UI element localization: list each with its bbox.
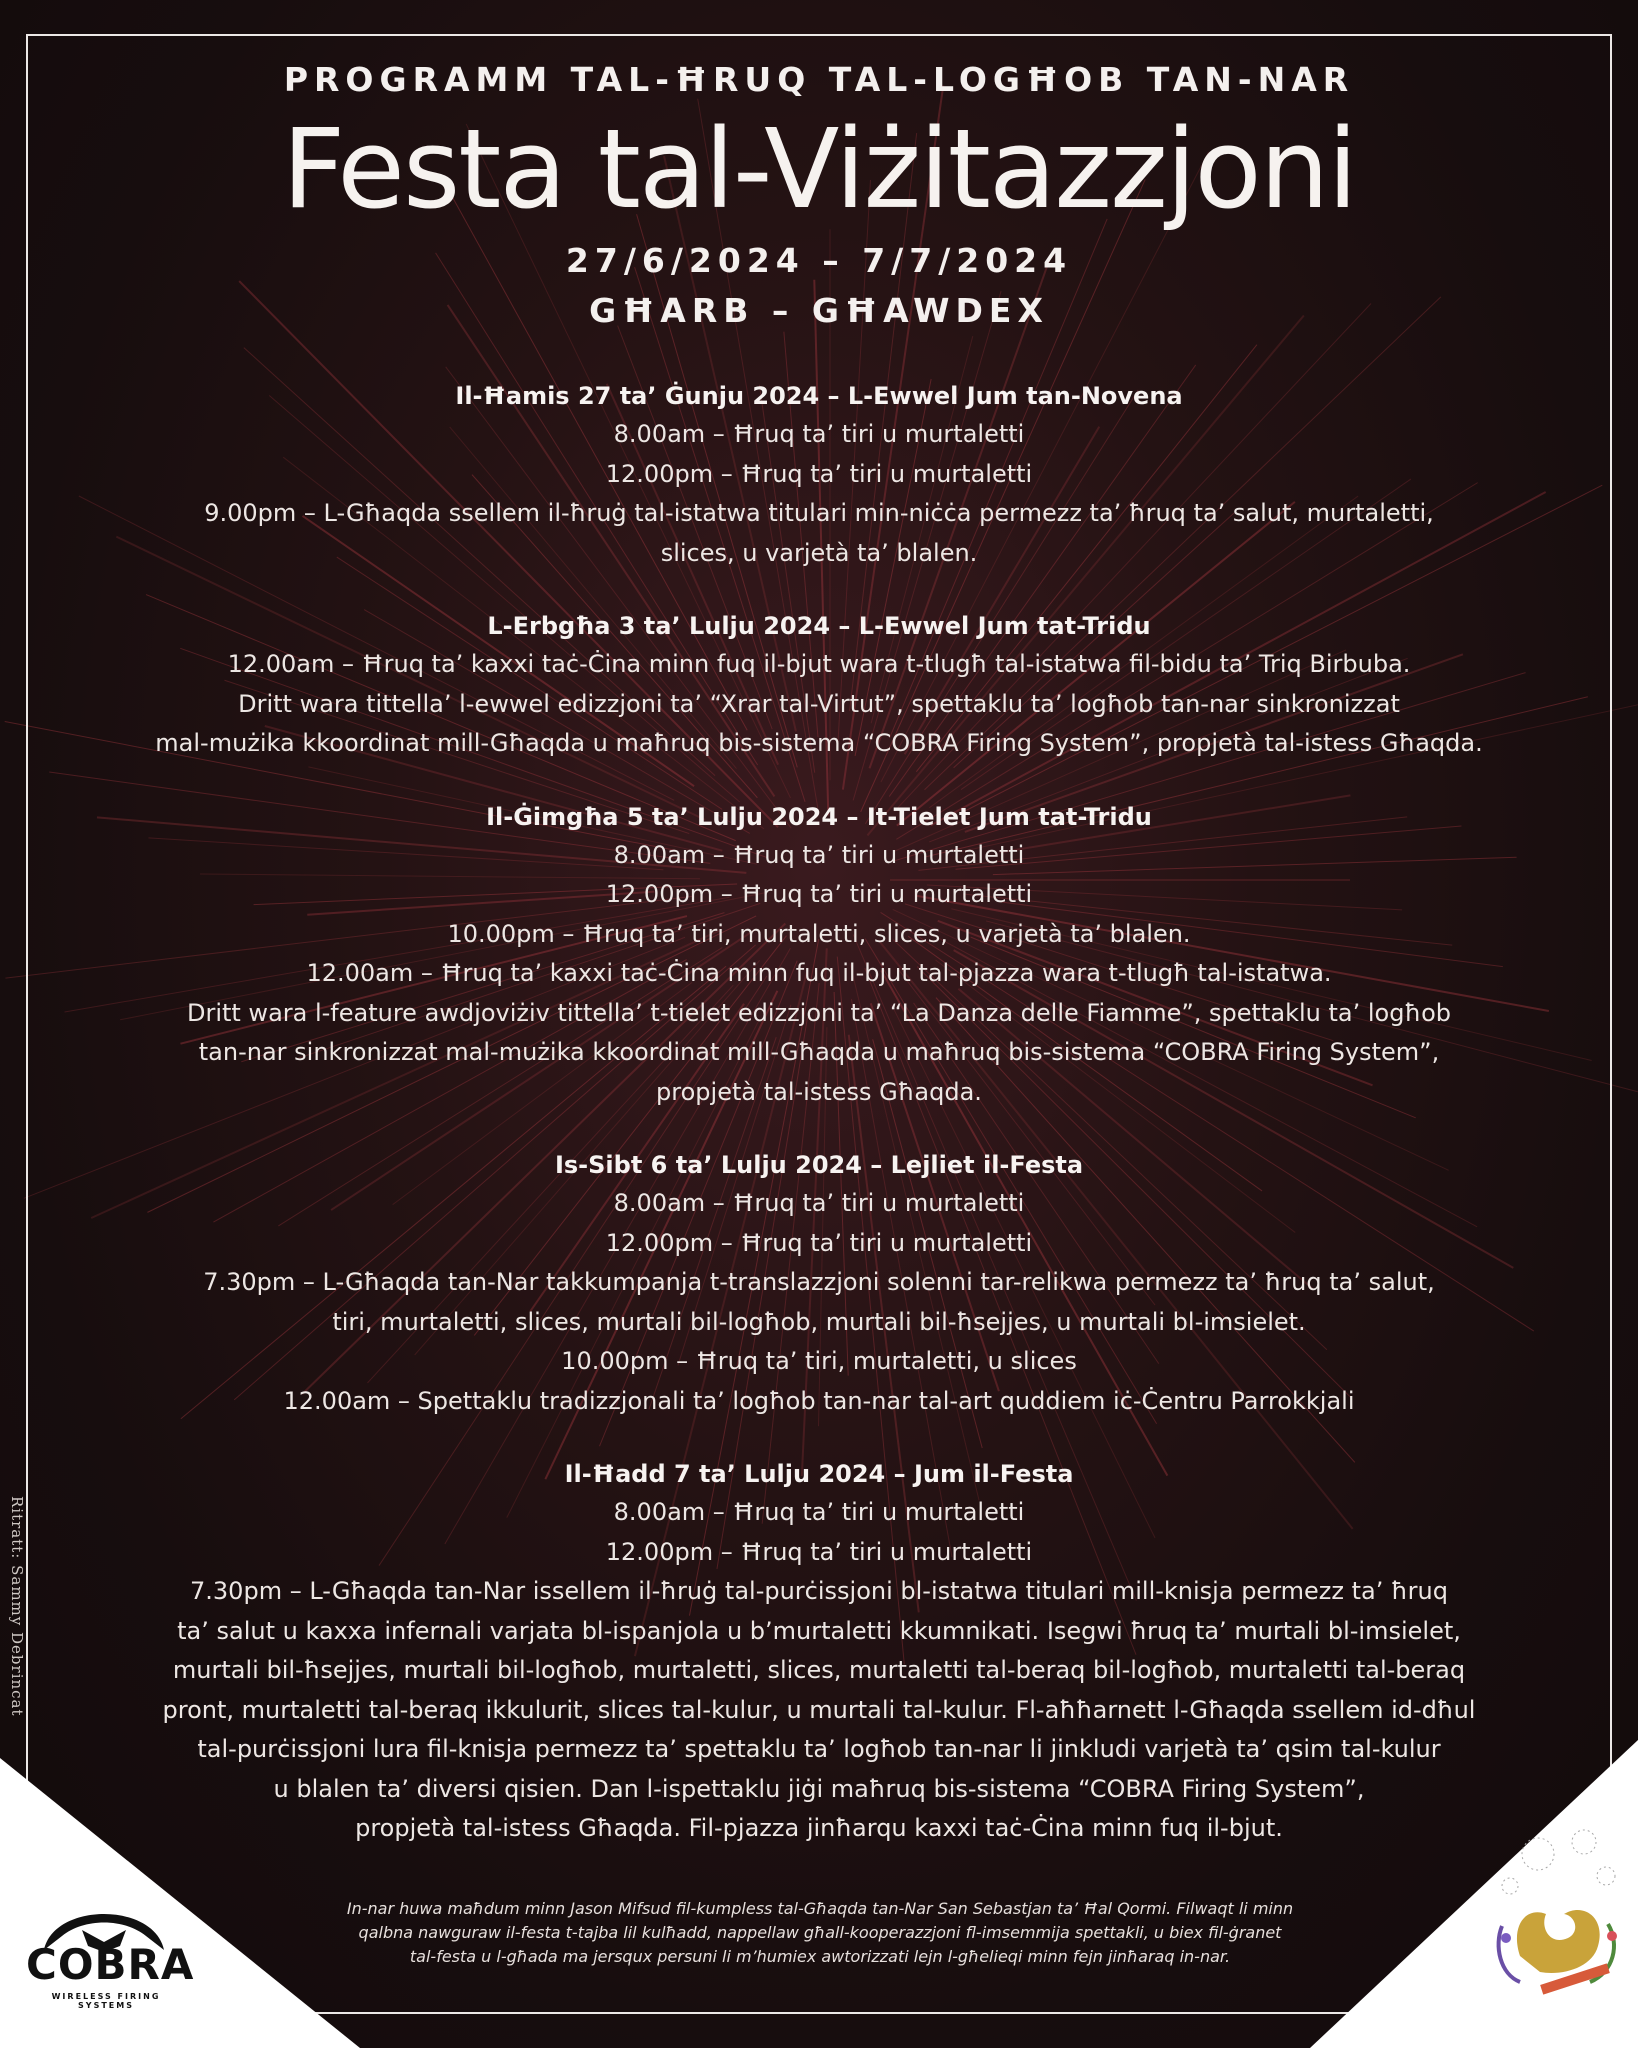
schedule-line: 8.00am – Ħruq ta’ tiri u murtaletti bbox=[613, 1189, 1025, 1217]
schedule-line: 12.00pm – Ħruq ta’ tiri u murtaletti bbox=[605, 880, 1033, 908]
day-heading: Il-Ħadd 7 ta’ Lulju 2024 – Jum il-Festa bbox=[564, 1460, 1074, 1488]
schedule-line: 10.00pm – Ħruq ta’ tiri, murtaletti, u slices bbox=[561, 1347, 1077, 1375]
marian-monogram-emblem-icon bbox=[1480, 1806, 1630, 2006]
schedule-line: 8.00am – Ħruq ta’ tiri u murtaletti bbox=[613, 840, 1025, 869]
schedule-line: mal-mużika kkoordinat mill-Għaqda u maħruq bis-sistema “COBRA Firing System”, propjetà tal-istess Għaqda. bbox=[155, 729, 1483, 757]
schedule bbox=[60, 377, 1578, 1849]
day-block bbox=[60, 607, 1578, 764]
schedule-line: Dritt wara l-feature awdjoviżiv tittella’ t-tielet edizzjoni ta’ “La Danza delle Fiamme”, spettaklu ta’ logħob bbox=[186, 998, 1452, 1027]
schedule-line: 12.00am – Ħruq ta’ kaxxi taċ-Ċina minn fuq il-bjut wara t-tlugħ tal-istatwa fil-bidu ta’ Triq Birbuba. bbox=[227, 650, 1411, 678]
disclaimer bbox=[230, 1897, 1410, 1969]
schedule-line: tiri, murtaletti, slices, murtali bil-logħob, murtali bil-ħsejjes, u murtali bl-imsielet. bbox=[332, 1307, 1306, 1336]
schedule-line: pront, murtaletti tal-beraq ikkulurit, slices tal-kulur, u murtali tal-kulur. Fl-aħħarnett l-Għaqda ssellem id-dħul bbox=[162, 1695, 1476, 1724]
schedule-line: tan-nar sinkronizzat mal-mużika kkoordinat mill-Għaqda u maħruq bis-sistema “COBRA Firing System”, bbox=[198, 1038, 1440, 1066]
day-heading: L-Erbgħa 3 ta’ Lulju 2024 – L-Ewwel Jum tat-Tridu bbox=[487, 612, 1151, 640]
disclaimer-line: In-nar huwa maħdum minn Jason Mifsud fil-kumpless tal-Għaqda tan-Nar San Sebastjan ta’ Ħal Qormi. Filwaqt li minn bbox=[346, 1899, 1294, 1918]
schedule-line: murtali bil-ħsejjes, murtali bil-logħob, murtaletti, slices, murtaletti tal-beraq bil-logħob, murtaletti tal-beraq bbox=[172, 1656, 1466, 1684]
festa-dates: 27/6/2024 – 7/7/2024 bbox=[565, 241, 1073, 280]
schedule-line: propjetà tal-istess Għaqda. bbox=[656, 1077, 982, 1106]
festa-title: Festa tal-Viżitazzjoni bbox=[282, 105, 1356, 233]
schedule-line: ta’ salut u kaxxa infernali varjata bl-ispanjola u b’murtaletti kkumnikati. Isegwi ħruq ta’ murtali bl-imsielet, bbox=[177, 1616, 1461, 1645]
schedule-line: u blalen ta’ diversi qisien. Dan l-ispettaklu jiġi maħruq bis-sistema “COBRA Firing System”, bbox=[273, 1774, 1365, 1803]
schedule-line: 7.30pm – L-Għaqda tan-Nar issellem il-ħruġ tal-purċissjoni bl-istatwa titulari mill-knisja permezz ta’ ħruq bbox=[190, 1577, 1448, 1605]
schedule-line: 12.00am – Spettaklu tradizzjonali ta’ logħob tan-nar tal-art quddiem iċ-Ċentru Parrokkjali bbox=[283, 1386, 1355, 1415]
day-heading: Il-Ġimgħa 5 ta’ Lulju 2024 – It-Tielet Jum tat-Tridu bbox=[486, 802, 1152, 831]
photo-credit: Ritratt: Sammy Debrincat bbox=[8, 1496, 26, 1717]
day-block bbox=[60, 1146, 1578, 1421]
schedule-line: Dritt wara tittella’ l-ewwel edizzjoni ta’ “Xrar tal-Virtut”, spettaklu ta’ logħob tan-nar sinkronizzat bbox=[238, 689, 1400, 718]
schedule-line: 8.00am – Ħruq ta’ tiri u murtaletti bbox=[613, 420, 1025, 448]
schedule-line: 12.00am – Ħruq ta’ kaxxi taċ-Ċina minn fuq il-bjut tal-pjazza wara t-tlugħ tal-istatwa. bbox=[306, 959, 1332, 987]
schedule-line: 12.00pm – Ħruq ta’ tiri u murtaletti bbox=[605, 1228, 1033, 1257]
day-heading: Il-Ħamis 27 ta’ Ġunju 2024 – L-Ewwel Jum tan-Novena bbox=[455, 382, 1183, 410]
day-block bbox=[60, 1455, 1578, 1849]
schedule-line: 12.00pm – Ħruq ta’ tiri u murtaletti bbox=[605, 1537, 1033, 1566]
schedule-line: slices, u varjetà ta’ blalen. bbox=[660, 538, 978, 567]
day-heading: Is-Sibt 6 ta’ Lulju 2024 – Lejliet il-Festa bbox=[554, 1151, 1084, 1179]
schedule-line: 10.00pm – Ħruq ta’ tiri, murtaletti, slices, u varjetà ta’ blalen. bbox=[447, 919, 1191, 948]
schedule-line: propjetà tal-istess Għaqda. Fil-pjazza jinħarqu kaxxi taċ-Ċina minn fuq il-bjut. bbox=[355, 1814, 1283, 1842]
festa-place: GĦARB – GĦAWDEX bbox=[589, 291, 1049, 330]
logo-name: COBRA bbox=[26, 1940, 195, 1989]
schedule-line: 9.00pm – L-Għaqda ssellem il-ħruġ tal-istatwa titulari min-niċċa permezz ta’ ħruq ta’ salut, murtaletti, bbox=[204, 499, 1434, 527]
schedule-line: 8.00am – Ħruq ta’ tiri u murtaletti bbox=[613, 1498, 1025, 1526]
schedule-line: 12.00pm – Ħruq ta’ tiri u murtaletti bbox=[605, 459, 1033, 488]
day-block bbox=[60, 377, 1578, 573]
day-block bbox=[60, 798, 1578, 1113]
disclaimer-line: qalbna nawguraw il-festa t-tajba lil kulħadd, nappellaw għall-kooperazzjoni fl-imsemmija spettakli, u biex fil-ġranet bbox=[358, 1923, 1282, 1942]
schedule-line: 7.30pm – L-Għaqda tan-Nar takkumpanja t-translazzjoni solenni tar-relikwa permezz ta’ ħruq ta’ salut, bbox=[203, 1268, 1435, 1296]
poster-content bbox=[60, 56, 1578, 1883]
program-kicker: PROGRAMM TAL-ĦRUQ TAL-LOGĦOB TAN-NAR bbox=[283, 60, 1355, 99]
logo-tagline: WIRELESS FIRING SYSTEMS bbox=[51, 1992, 161, 2010]
schedule-line: tal-purċissjoni lura fil-knisja permezz ta’ spettaklu ta’ logħob tan-nar li jinkludi varjetà ta’ qsim tal-kulur bbox=[197, 1735, 1441, 1763]
disclaimer-line: tal-festa u l-għada ma jersqux persuni li m’humiex awtorizzati lejn l-għelieqi minn fejn jinħaraq in-nar. bbox=[409, 1947, 1231, 1966]
